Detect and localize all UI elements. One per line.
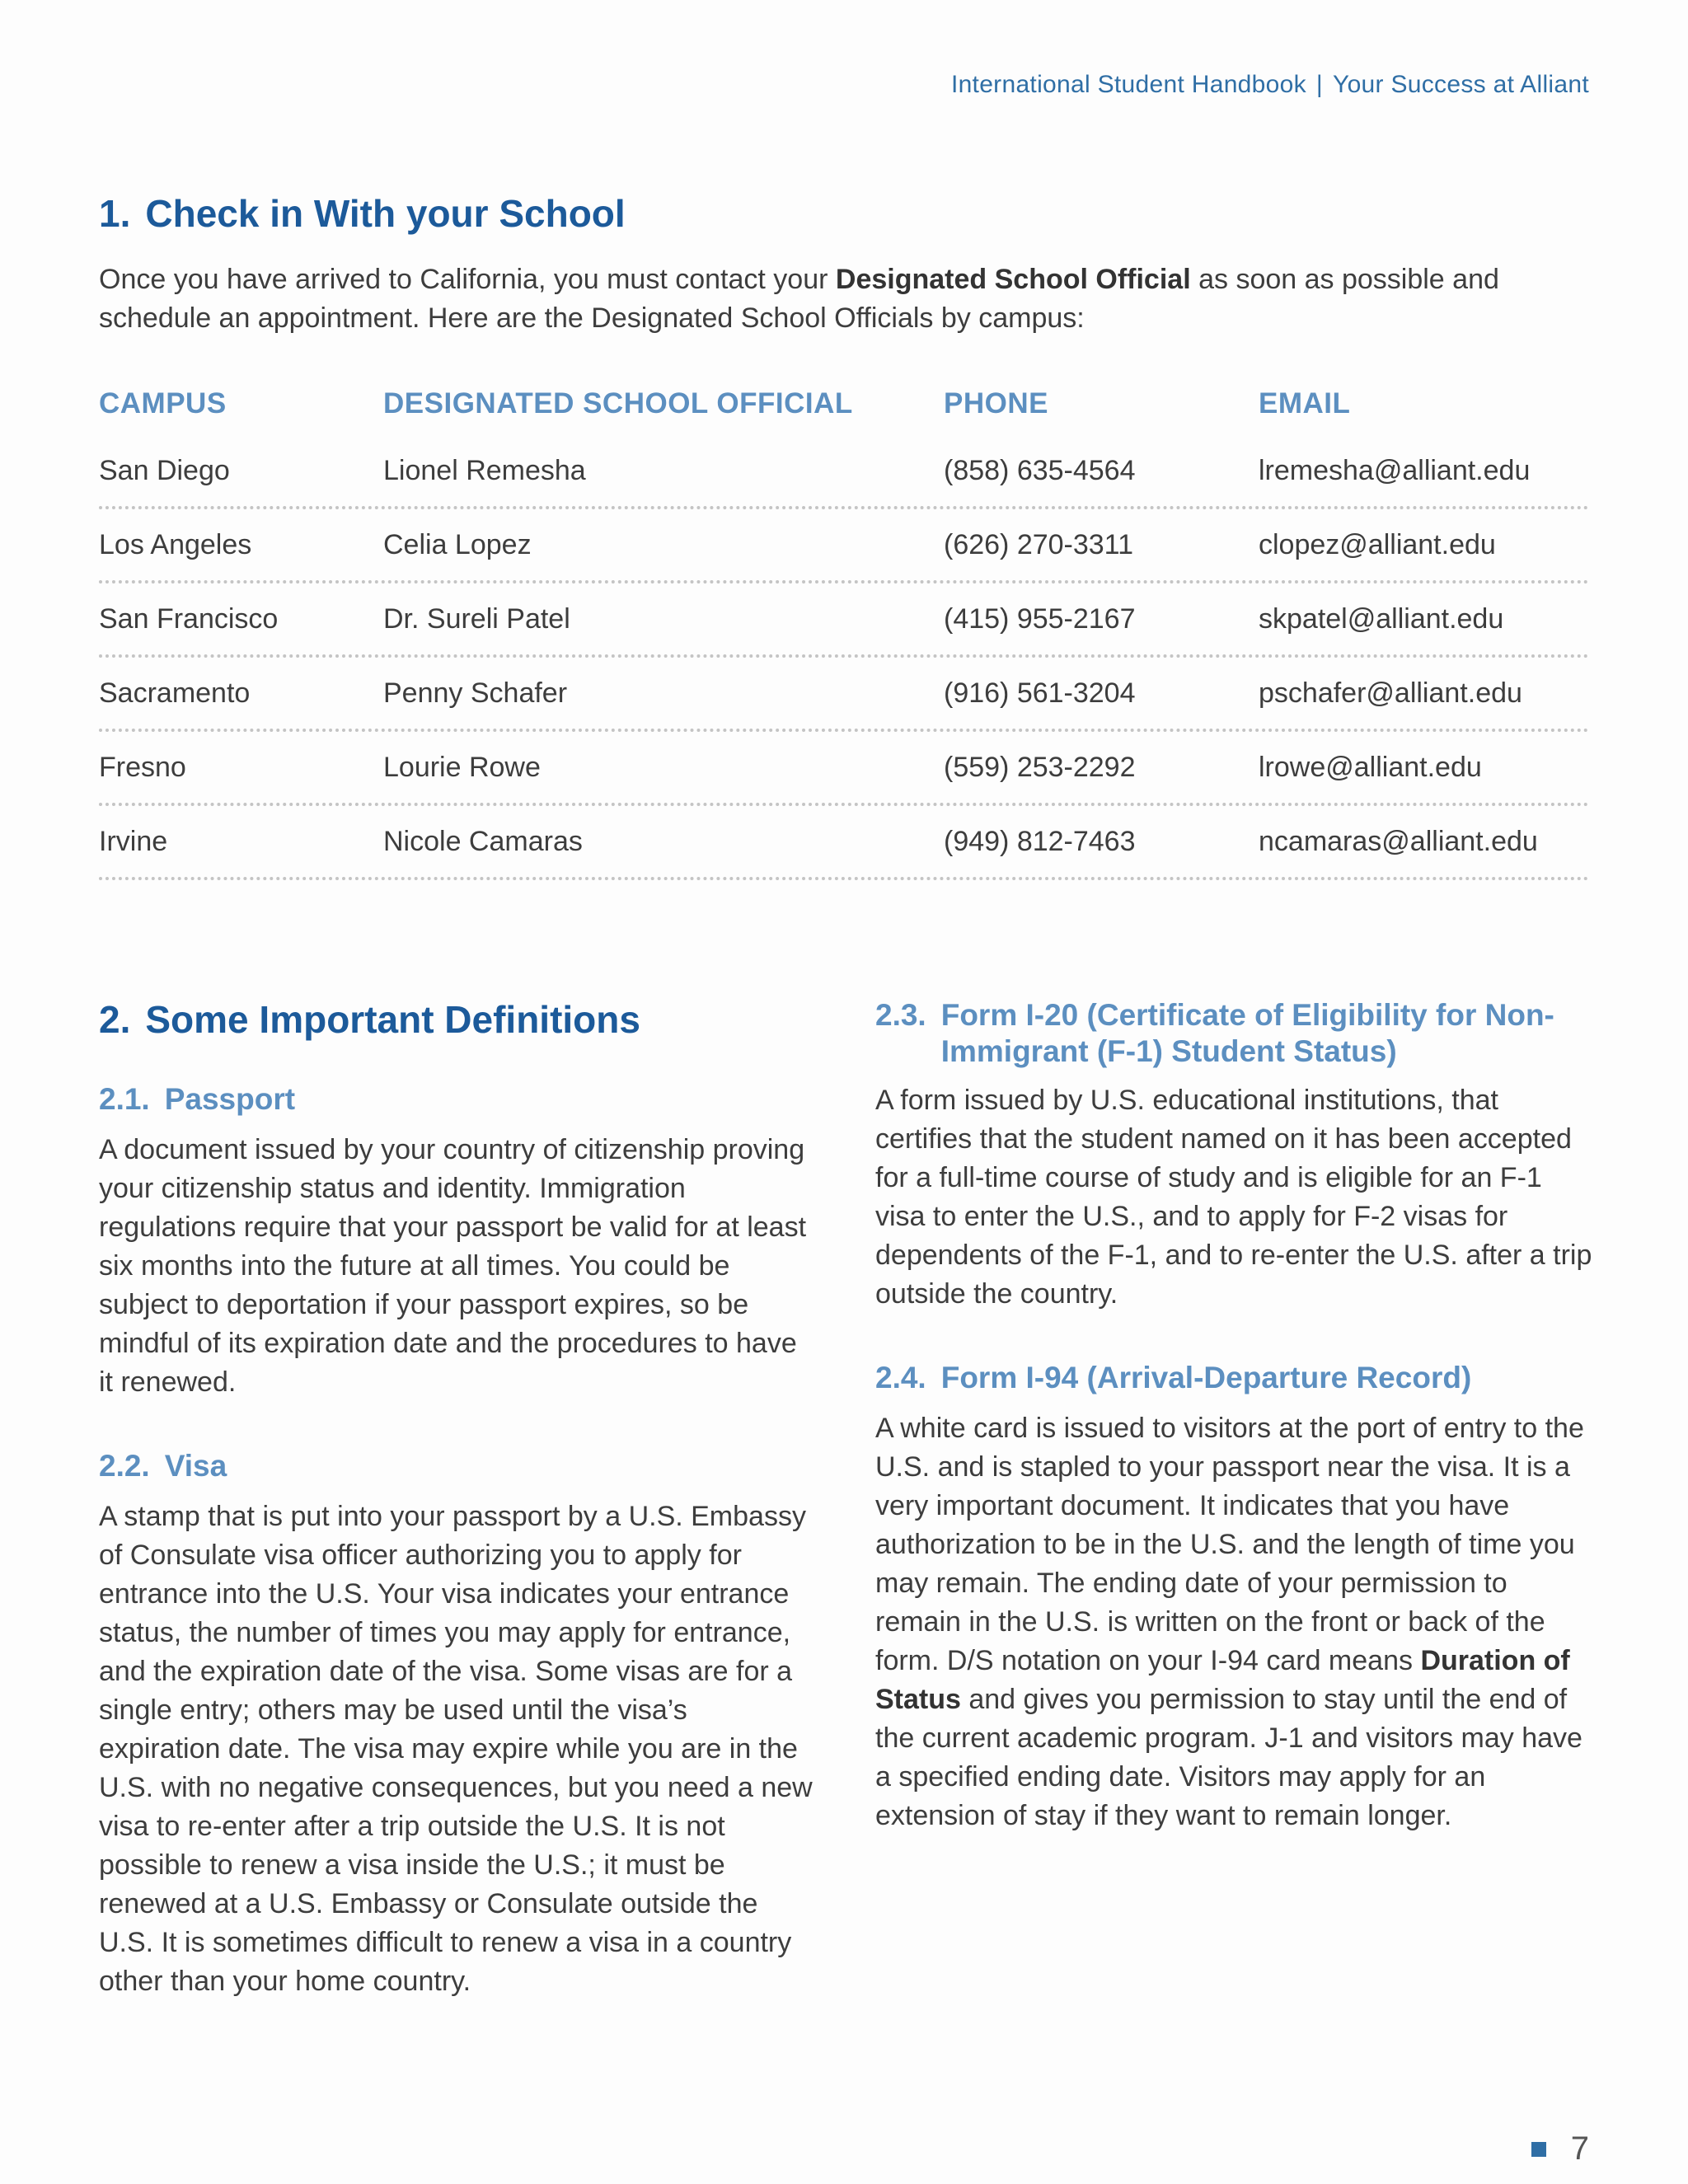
official-cell: Lionel Remesha xyxy=(383,454,586,486)
intro-text-start: Once you have arrived to California, you must contact your xyxy=(99,264,836,295)
official-cell: Penny Schafer xyxy=(383,677,568,709)
i94-definition xyxy=(875,1409,1592,1835)
table-row xyxy=(99,583,1589,658)
official-cell: Celia Lopez xyxy=(383,528,532,560)
official-cell: Lourie Rowe xyxy=(383,751,541,783)
email-cell[interactable]: ncamaras@alliant.edu xyxy=(1259,825,1538,857)
official-cell: Dr. Sureli Patel xyxy=(383,602,570,635)
visa-number: 2.2. xyxy=(99,1449,150,1483)
section-1-number: 1. xyxy=(99,192,131,235)
handbook-subtitle: Your Success at Alliant xyxy=(1333,71,1589,98)
passport-heading xyxy=(99,1081,816,1118)
i94-text-start: A white card is issued to visitors at the port of entry to the U.S. and is stapled to your passport near the visa. It is a very important document. It indicates that you have authorization to be in the U.S. and the length of time you may remain. The ending date of your permission to remain in the U.S. is written on the front or back of the form. D/S notation on your I-94 card means xyxy=(875,1413,1584,1676)
passport-definition: A document issued by your country of citizenship proving your citizenship status and identity. Immigration regulations require that your passport be valid for at least six months into the future at all times. You could be subject to deportation if your passport expires, so be mindful of its expiration date and the procedures to have it renewed. xyxy=(99,1134,807,1398)
campus-cell: Fresno xyxy=(99,751,186,783)
table-row xyxy=(99,435,1589,509)
section-1-title xyxy=(99,191,626,236)
campus-cell: Sacramento xyxy=(99,677,251,709)
section-2-title-text: Some Important Definitions xyxy=(145,998,640,1041)
i94-heading xyxy=(875,1360,1592,1396)
square-bullet-icon xyxy=(1531,2142,1546,2157)
i20-number: 2.3. xyxy=(875,998,926,1032)
phone-cell: (858) 635-4564 xyxy=(944,454,1136,486)
i94-number: 2.4. xyxy=(875,1361,926,1394)
i20-definition: A form issued by U.S. educational institutions, that certifies that the student named on it has been accepted for a full-time course of study and is eligible for an F-1 visa to enter the U.S., and to apply for F-2 visas for dependents of the F-1, and to re-enter the U.S. after a trip outside the country. xyxy=(875,1085,1592,1310)
running-header xyxy=(951,71,1589,99)
email-cell[interactable]: pschafer@alliant.edu xyxy=(1259,677,1522,709)
header-official: DESIGNATED SCHOOL OFFICIAL xyxy=(383,387,853,419)
i94-text-end: and gives you permission to stay until the end of the current academic program. J-1 and visitors may have a specified ending date. Visitors may apply for an extension of stay if they want to remain longer. xyxy=(875,1684,1582,1831)
i20-title: Form I-20 (Certificate of Eligibility for Non-Immigrant (F-1) Student Status) xyxy=(940,998,1554,1068)
dso-table-header xyxy=(99,387,1589,435)
intro-text-bold: Designated School Official xyxy=(835,264,1191,295)
dso-table xyxy=(99,387,1589,880)
section-1-title-text: Check in With your School xyxy=(145,192,626,235)
campus-cell: Los Angeles xyxy=(99,528,252,560)
handbook-title: International Student Handbook xyxy=(950,71,1306,98)
phone-cell: (626) 270-3311 xyxy=(944,528,1133,560)
phone-cell: (415) 955-2167 xyxy=(944,602,1136,635)
i20-heading xyxy=(875,997,1592,1070)
intro-text-end: as soon as possible and schedule an appointment. Here are the Designated School Officials by campus: xyxy=(99,264,1499,334)
table-row xyxy=(99,732,1589,806)
definitions-right-column xyxy=(875,997,1592,1835)
email-cell[interactable]: skpatel@alliant.edu xyxy=(1259,602,1504,635)
header-phone: PHONE xyxy=(944,387,1048,419)
phone-cell: (949) 812-7463 xyxy=(944,825,1136,857)
visa-heading xyxy=(99,1448,816,1484)
email-cell[interactable]: lrowe@alliant.edu xyxy=(1259,751,1482,783)
table-row xyxy=(99,658,1589,732)
phone-cell: (916) 561-3204 xyxy=(944,677,1136,709)
phone-cell: (559) 253-2292 xyxy=(944,751,1136,783)
campus-cell: Irvine xyxy=(99,825,168,857)
header-campus: CAMPUS xyxy=(99,387,227,419)
passport-title: Passport xyxy=(164,1082,296,1116)
email-cell[interactable]: clopez@alliant.edu xyxy=(1259,528,1496,560)
section-1-intro xyxy=(99,260,1599,338)
header-email: EMAIL xyxy=(1259,387,1351,419)
campus-cell: San Francisco xyxy=(99,602,279,635)
table-row xyxy=(99,806,1589,880)
page-number: 7 xyxy=(1570,2130,1589,2167)
table-row xyxy=(99,509,1589,583)
header-separator: | xyxy=(1315,71,1324,98)
email-cell[interactable]: lremesha@alliant.edu xyxy=(1259,454,1531,486)
i94-text-bold: Duration of Status xyxy=(875,1645,1570,1715)
visa-title: Visa xyxy=(164,1449,227,1483)
definitions-left-column xyxy=(99,997,816,2001)
dso-table-body xyxy=(99,435,1589,880)
section-2-title xyxy=(99,997,816,1042)
passport-number: 2.1. xyxy=(99,1082,150,1116)
visa-definition: A stamp that is put into your passport by a U.S. Embassy of Consulate visa officer authorizing you to apply for entrance into the U.S. Your visa indicates your entrance status, the number of times you may apply for entrance, and the expiration date of the visa. Some visas are for a single entry; others may be used until the visa’s expiration date. The visa may expire while you are in the U.S. with no negative consequences, but you need a new visa to re-enter after a trip outside the U.S. It is not possible to renew a visa inside the U.S.; it must be renewed at a U.S. Embassy or Consulate outside the U.S. It is sometimes difficult to renew a visa in a country other than your home country. xyxy=(99,1501,813,1997)
page-footer xyxy=(1531,2130,1589,2168)
i94-title: Form I-94 (Arrival-Departure Record) xyxy=(940,1361,1472,1394)
campus-cell: San Diego xyxy=(99,454,230,486)
section-2-number: 2. xyxy=(99,998,131,1041)
official-cell: Nicole Camaras xyxy=(383,825,583,857)
